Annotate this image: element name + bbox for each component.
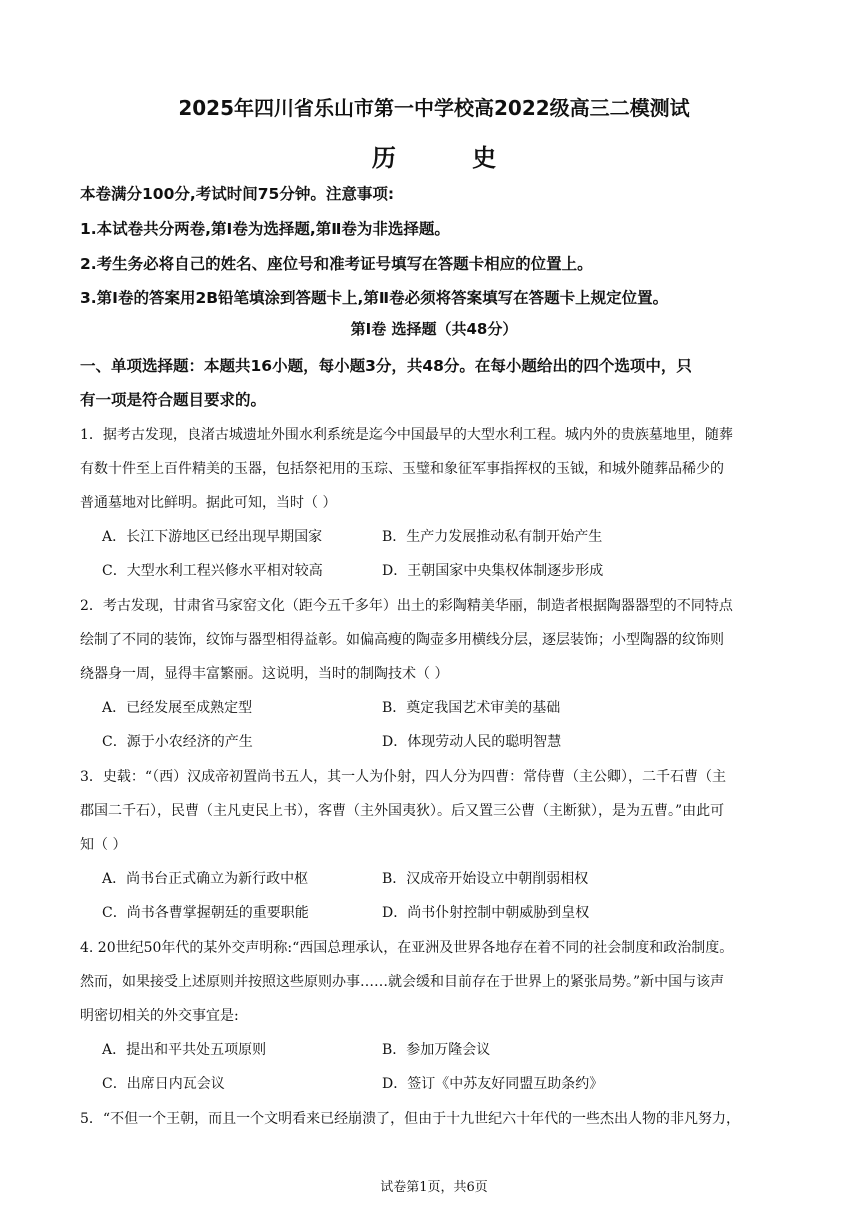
question-3-text: 郡国二千石），民曹（主凡吏民上书），客曹（主外国夷狄）。后又置三公曹（主断狱），是为五曹。”由此可	[80, 803, 725, 819]
question-4-option-d: D．签订《中苏友好同盟互助条约》	[382, 1076, 604, 1092]
question-1-option-d: D．王朝国家中央集权体制逐步形成	[382, 563, 604, 579]
instructions-intro: 本卷满分100分,考试时间75分钟。注意事项:	[80, 185, 395, 203]
question-3-option-c: C．尚书各曹掌握朝廷的重要职能	[102, 905, 309, 921]
instruction-item: 1.本试卷共分两卷,第Ⅰ卷为选择题,第Ⅱ卷为非选择题。	[80, 220, 450, 238]
question-2-text: 绕器身一周，显得丰富繁丽。这说明，当时的制陶技术（ ）	[80, 666, 449, 682]
section-description: 一、单项选择题：本题共16小题，每小题3分，共48分。在每小题给出的四个选项中，只	[80, 357, 692, 375]
question-2-option-a: A．已经发展至成熟定型	[102, 700, 253, 716]
question-2-text: 2．考古发现，甘肃省马家窑文化（距今五千多年）出土的彩陶精美华丽，制造者根据陶器器型的不同特点	[80, 598, 733, 614]
question-4-option-b: B．参加万隆会议	[382, 1042, 491, 1058]
instruction-item: 3.第Ⅰ卷的答案用2B铅笔填涂到答题卡上,第Ⅱ卷必须将答案填写在答题卡上规定位置。	[80, 289, 669, 307]
question-2-text: 绘制了不同的装饰，纹饰与器型相得益彰。如偏高瘦的陶壶多用横线分层，逐层装饰；小型陶器的纹饰则	[80, 632, 724, 648]
question-4-text: 然而，如果接受上述原则并按照这些原则办事……就会缓和目前存在于世界上的紧张局势。”新中国与该声	[80, 974, 725, 990]
question-1-option-c: C．大型水利工程兴修水平相对较高	[102, 563, 323, 579]
question-3-option-d: D．尚书仆射控制中朝威胁到皇权	[382, 905, 590, 921]
question-3-option-b: B．汉成帝开始设立中朝削弱相权	[382, 871, 589, 887]
question-5-text: 5．“不但一个王朝，而且一个文明看来已经崩溃了，但由于十九世纪六十年代的一些杰出人物的非凡努力，	[80, 1111, 741, 1127]
question-3-text: 知（ ）	[80, 837, 127, 853]
question-4-text: 4. 20世纪50年代的某外交声明称:“西国总理承认，在亚洲及世界各地存在着不同的社会制度和政治制度。	[80, 940, 734, 956]
question-3-text: 3．史载：“（西）汉成帝初置尚书五人，其一人为仆射，四人分为四曹：常侍曹（主公卿），二千石曹（主	[80, 769, 727, 785]
section-description: 有一项是符合题目要求的。	[80, 391, 267, 409]
subject-title: 历 史	[371, 144, 531, 172]
instruction-item: 2.考生务必将自己的姓名、座位号和准考证号填写在答题卡相应的位置上。	[80, 255, 593, 273]
exam-title: 2025年四川省乐山市第一中学校高2022级高三二模测试	[178, 96, 690, 120]
question-2-option-c: C．源于小农经济的产生	[102, 734, 253, 750]
question-1-option-b: B．生产力发展推动私有制开始产生	[382, 529, 603, 545]
question-1-text: 普通墓地对比鲜明。据此可知，当时（ ）	[80, 495, 337, 511]
question-2-option-b: B．奠定我国艺术审美的基础	[382, 700, 561, 716]
question-4-option-c: C．出席日内瓦会议	[102, 1076, 225, 1092]
question-2-option-d: D．体现劳动人民的聪明智慧	[382, 734, 562, 750]
question-1-text: 1．据考古发现，良渚古城遗址外围水利系统是迄今中国最早的大型水利工程。城内外的贵族墓地里，随葬	[80, 427, 733, 443]
question-1-text: 有数十件至上百件精美的玉器，包括祭祀用的玉琮、玉璧和象征军事指挥权的玉钺，和城外随葬品稀少的	[80, 461, 724, 477]
page-footer: 试卷第1页，共6页	[380, 1180, 488, 1195]
question-4-option-a: A．提出和平共处五项原则	[102, 1042, 267, 1058]
question-4-text: 明密切相关的外交事宜是:	[80, 1008, 239, 1024]
question-1-option-a: A．长江下游地区已经出现早期国家	[102, 529, 323, 545]
question-3-option-a: A．尚书台正式确立为新行政中枢	[102, 871, 309, 887]
section-title: 第Ⅰ卷 选择题（共48分）	[350, 320, 518, 338]
